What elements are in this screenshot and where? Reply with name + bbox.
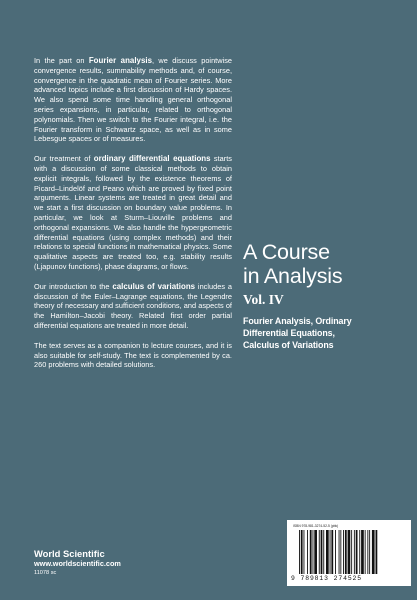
barcode-bar	[313, 530, 314, 574]
barcode-bar	[301, 530, 303, 574]
barcode-bar	[351, 530, 352, 574]
subtitle-line-3: Calculus of Variations	[243, 340, 334, 351]
barcode-bar	[376, 530, 378, 574]
blurb-paragraph-variations	[34, 282, 232, 331]
barcode-bar	[343, 530, 344, 574]
barcode-bar	[339, 530, 340, 574]
barcode-bar	[299, 530, 300, 574]
barcode-bar	[323, 530, 324, 574]
isbn-barcode	[287, 520, 411, 586]
barcode-bar	[331, 530, 333, 574]
blurb-text-run: In the part on	[34, 56, 89, 65]
blurb-paragraph-ode	[34, 154, 232, 272]
barcode-bar	[335, 530, 336, 574]
publisher-block	[34, 548, 121, 577]
subtitle-line-1: Fourier Analysis, Ordinary	[243, 316, 352, 326]
barcode-bar	[372, 530, 375, 574]
book-title-line-1: A Course	[243, 240, 330, 264]
barcode-bar	[304, 530, 305, 574]
blurb-text-run: Our introduction to the	[34, 281, 113, 291]
blurb-text-run: starts with a discussion of some classical methods to obtain explicit integrals, followed by the existence theorems of Picard–Lindelöf and Peano which are proved by fixed point arguments. Linear systems are treated in great detail and we start a first discussion on boundary value problems. In particular, we look at Sturm–Liouville problems and orthogonal expansions. We also handle the hypergeometric differential equations (using complex methods) and their relations to special functions in mathematical physics. Some qualitative aspects are treated too, e.g. stability results (Ljapunov functions), phase diagrams, or flows.	[34, 154, 232, 271]
blurb-keyword-ode: ordinary differential equations	[93, 154, 211, 164]
blurb-paragraph-companion: The text serves as a companion to lecture courses, and it is also suitable for self-study. The text is complemented by ca. 260 problems with detailed solutions.	[34, 340, 232, 370]
isbn-digits: 9 789813 274525	[291, 575, 363, 582]
barcode-bar	[340, 530, 341, 574]
book-subtitle	[243, 315, 413, 352]
barcode-bar	[348, 530, 351, 574]
blurb-text	[34, 56, 232, 370]
barcode-bar	[307, 530, 308, 574]
blurb-text-run: Our treatment of	[34, 154, 94, 164]
barcode-bar	[310, 530, 312, 574]
publisher-url: www.worldscientific.com	[34, 559, 121, 568]
barcode-bars	[299, 530, 403, 574]
barcode-bar	[314, 530, 317, 574]
barcode-bar	[356, 530, 358, 574]
barcode-bar	[326, 530, 329, 574]
barcode-bar	[361, 530, 364, 574]
barcode-bar	[369, 530, 370, 574]
isbn-label: ISBN 978-981-3274-52-5 (pbk)	[293, 524, 339, 528]
barcode-bar	[319, 530, 320, 574]
blurb-text-run: , we discuss pointwise convergence results, summability methods and, of course, convergence in the quadratic mean of Fourier series. More advanced topics include a first discussion of Hardy spaces. We also spend some time handling general orthogonal series expansions, in particular, related to orthogonal polynomials. Then we switch to the Fourier integral, i.e. the Fourier transform in Schwartz space, as well as in some Lebesgue spaces or of measures.	[34, 56, 233, 144]
barcode-bar	[365, 530, 366, 574]
publisher-name: World Scientific	[34, 548, 105, 559]
barcode-bar	[321, 530, 323, 574]
barcode-bar	[330, 530, 331, 574]
subtitle-line-2: Differential Equations,	[243, 328, 335, 339]
blurb-keyword-calculus-of-variations: calculus of variations	[112, 281, 196, 291]
publisher-code: 11078 sc	[34, 569, 57, 576]
book-title-line-2: in Analysis	[243, 264, 343, 288]
blurb-text-run: includes a discussion of the Euler–Lagrange equations, the Legendre theory of necessary and sufficient conditions, and aspects of the Hamilton–Jacobi theory. Related first order partial differential equations are treated in more detail.	[34, 281, 232, 330]
blurb-keyword-fourier-analysis: Fourier analysis	[88, 56, 152, 65]
blurb-paragraph-fourier	[34, 56, 232, 144]
barcode-bar	[354, 530, 355, 574]
barcode-bar	[367, 530, 368, 574]
barcode-bar	[359, 530, 360, 574]
book-title	[243, 240, 342, 288]
barcode-bar	[345, 530, 347, 574]
volume-number: Vol. IV	[243, 292, 284, 307]
